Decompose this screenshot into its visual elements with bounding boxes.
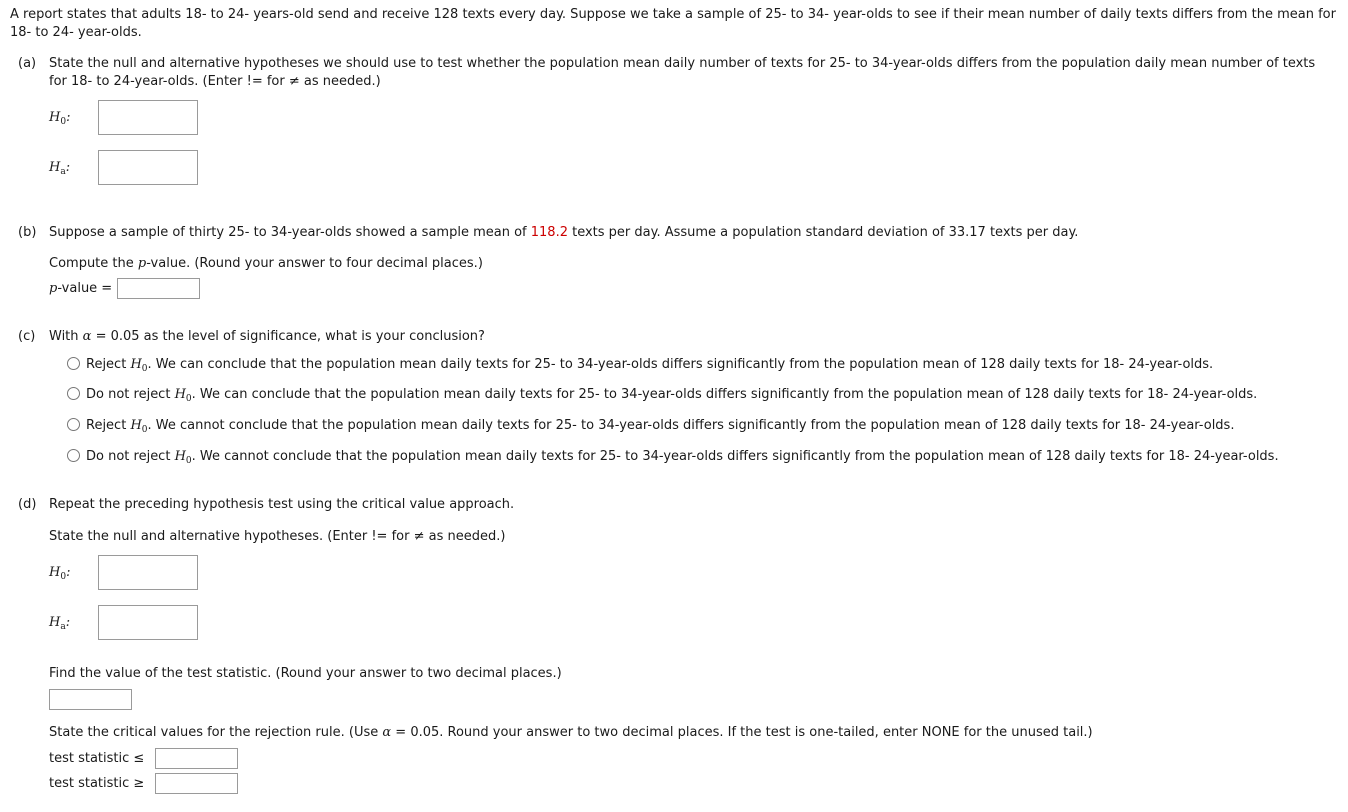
part-d-ha-label: $H_a$: (49, 615, 71, 632)
part-a-h0-input[interactable] (98, 100, 198, 135)
conclusion-option-1-radio[interactable] (67, 357, 80, 370)
sample-mean-highlight: 118.2 (530, 225, 568, 240)
conclusion-option-3-radio[interactable] (67, 418, 80, 431)
conclusion-option-2-radio[interactable] (67, 387, 80, 400)
conclusion-option-4-radio[interactable] (67, 449, 80, 462)
critical-upper-input[interactable] (155, 773, 238, 794)
pvalue-input[interactable] (117, 278, 200, 299)
conclusion-option-2-label[interactable]: Do not reject $H_0$. We can conclude that the population mean daily texts for 25- to 34-year-olds differs significantly from the population mean of 128 daily texts for 18- 24-year-olds. (86, 387, 1258, 404)
part-c-label: (c) (18, 329, 36, 344)
part-c-question: With α = 0.05 as the level of significance, what is your conclusion? (49, 329, 485, 344)
test-statistic-input[interactable] (49, 689, 132, 710)
critical-values-instruction: State the critical values for the rejection rule. (Use α = 0.05. Round your answer to two decimal places. If the test is one-tailed, enter NONE for the unused tail.) (49, 725, 1093, 740)
test-statistic-instruction: Find the value of the test statistic. (Round your answer to two decimal places.) (49, 666, 562, 681)
part-d-label: (d) (18, 497, 37, 512)
part-a-instruction-line2: for 18- to 24-year-olds. (Enter != for ≠ as needed.) (49, 74, 381, 89)
critical-lower-label: test statistic ≤ (49, 751, 145, 766)
part-a-h0-label: $H_0$: (49, 110, 71, 127)
problem-intro: A report states that adults 18- to 24- years-old send and receive 128 texts every day. Suppose we take a sample of 25- to 34- year-olds to see if their mean number of daily texts differs from the mean for 18- to 24- year-olds. (10, 7, 1336, 40)
critical-upper-label: test statistic ≥ (49, 776, 145, 791)
pvalue-label: p-value = (49, 281, 113, 296)
part-a-ha-input[interactable] (98, 150, 198, 185)
part-d-instruction: Repeat the preceding hypothesis test using the critical value approach. (49, 497, 515, 512)
part-b-statement: Suppose a sample of thirty 25- to 34-year-olds showed a sample mean of 118.2 texts per day. Assume a population standard deviation of 33.17 texts per day. (49, 225, 1079, 240)
part-d-h0-label: $H_0$: (49, 565, 71, 582)
critical-lower-input[interactable] (155, 748, 238, 769)
part-b-instruction: Compute the p-value. (Round your answer to four decimal places.) (49, 256, 483, 271)
conclusion-option-4-label[interactable]: Do not reject $H_0$. We cannot conclude that the population mean daily texts for 25- to 34-year-olds differs significantly from the population mean of 128 daily texts for 18- 24-year-olds. (86, 449, 1279, 466)
part-d-h0-input[interactable] (98, 555, 198, 590)
part-d-hypotheses-instruction: State the null and alternative hypotheses. (Enter != for ≠ as needed.) (49, 529, 506, 544)
part-a-label: (a) (18, 56, 37, 71)
part-d-ha-input[interactable] (98, 605, 198, 640)
conclusion-option-3-label[interactable]: Reject $H_0$. We cannot conclude that the population mean daily texts for 25- to 34-year-olds differs significantly from the population mean of 128 daily texts for 18- 24-year-olds. (86, 418, 1235, 435)
part-b-label: (b) (18, 225, 37, 240)
conclusion-option-1-label[interactable]: Reject $H_0$. We can conclude that the population mean daily texts for 25- to 34-year-olds differs significantly from the population mean of 128 daily texts for 18- 24-year-olds. (86, 357, 1214, 374)
part-a-ha-label: $H_a$: (49, 160, 71, 177)
part-a-instruction-line1: State the null and alternative hypotheses we should use to test whether the population mean daily number of texts for 25- to 34-year-olds differs from the population daily mean number of texts (49, 56, 1316, 71)
